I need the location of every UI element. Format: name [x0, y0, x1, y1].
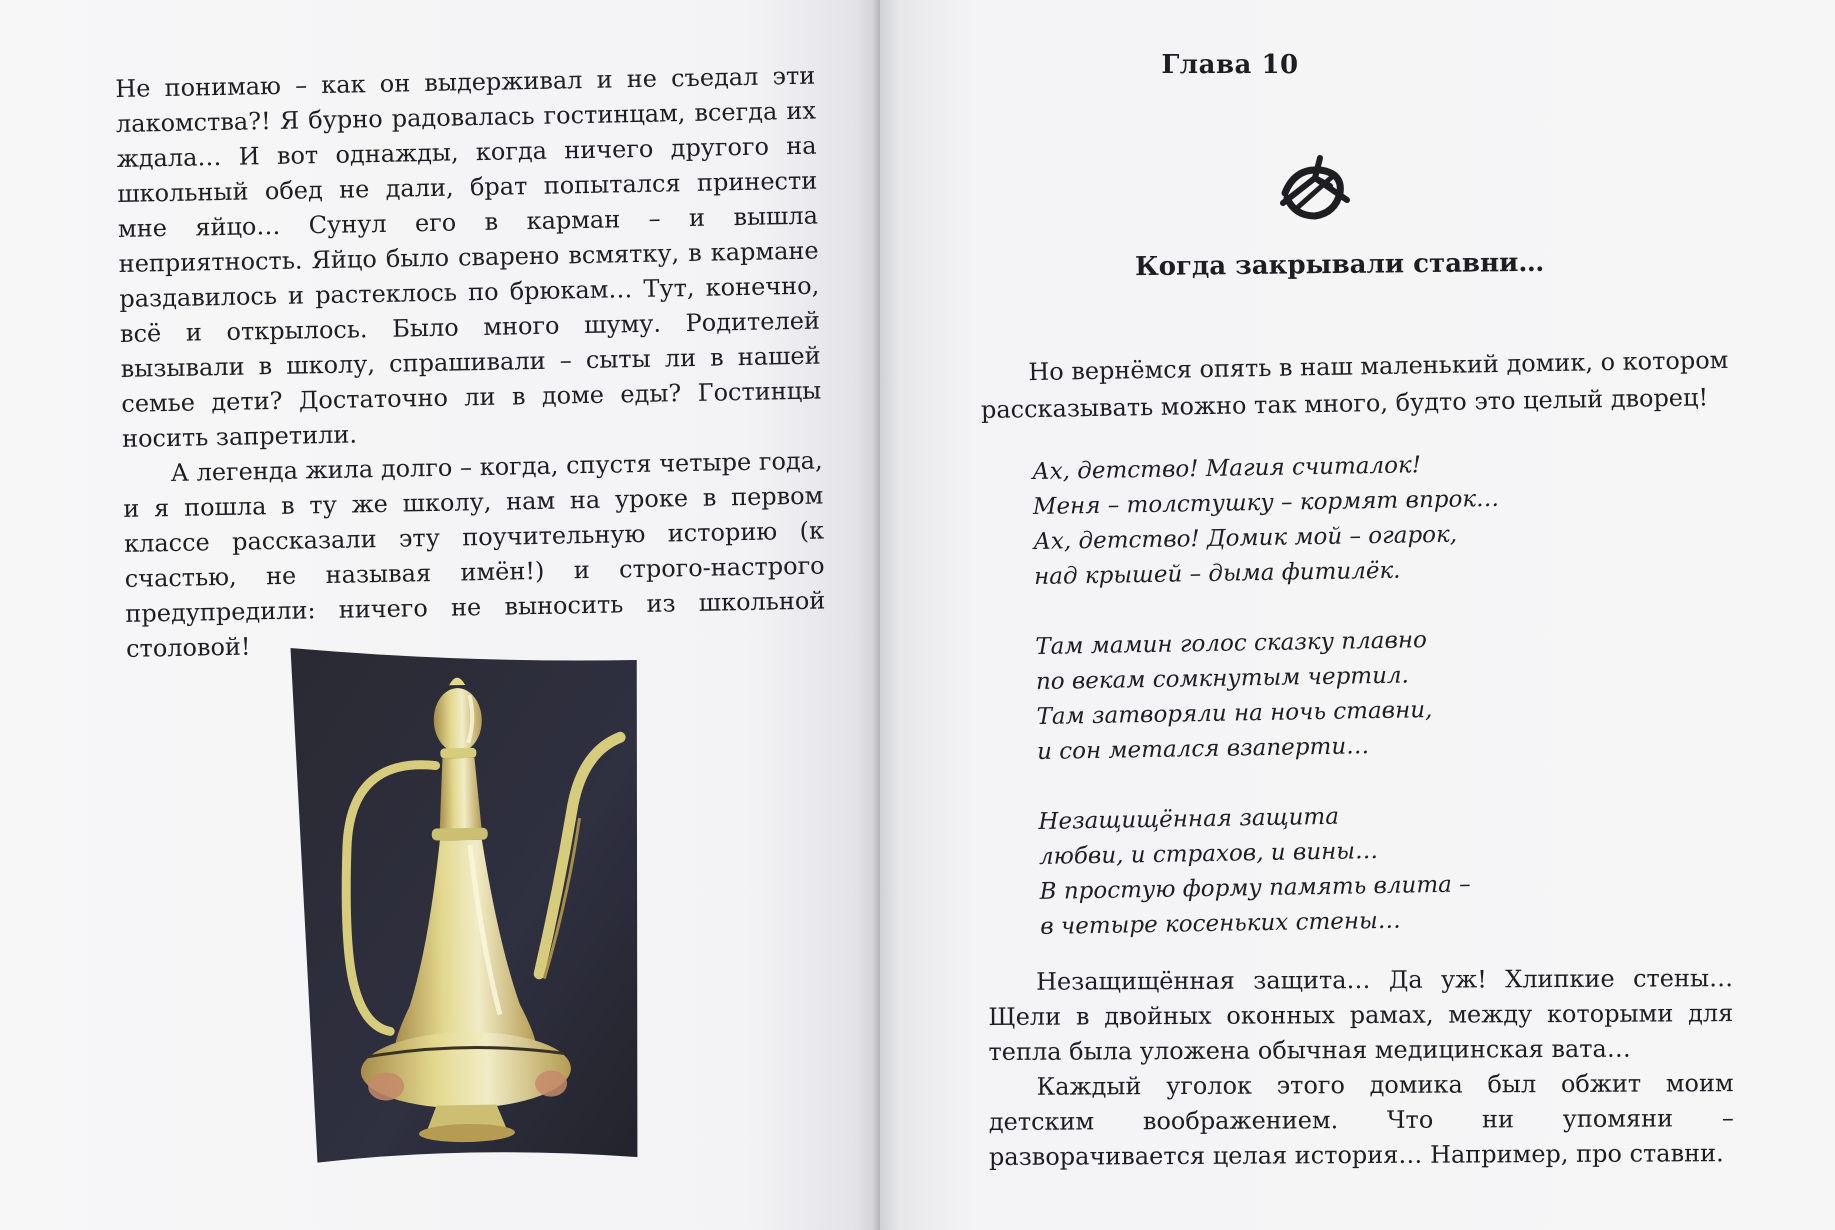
- poem-stanza-1: [1032, 446, 1554, 595]
- left-paragraph-1: Не понимаю – как он выдерживал и не съедал эти лакомства?! Я бурно радовалась гостинцам, всегда их ждала… И вот однажды, когда ничего другого на школьный обед не дали, брат попытался принести мне яйцо… Сунул его в карман – и вышла неприятность. Яйцо было сварено всмятку, в кармане раздавилось и растеклось по брюкам… Тут, конечно, всё и открылось. Было много шуму. Родителей вызывали в школу, спрашивали – сыты ли в нашей семье дети? Достаточно ли в доме еды? Гостинцы носить запретили.: [115, 61, 822, 453]
- poem-line: В простую форму память влита –: [1039, 871, 1471, 905]
- intro-line: Но вернёмся опять в наш маленький домик, о котором: [1028, 345, 1729, 387]
- chapter-title: Когда закрывали ставни…: [1134, 247, 1545, 283]
- poem-line: над крышей – дыма фитилёк.: [1033, 557, 1401, 590]
- chapter-label: Глава 10: [1161, 50, 1299, 80]
- closing-text: [988, 961, 1734, 1175]
- intro-line: рассказывать можно так много, будто это целый дворец!: [980, 383, 1709, 424]
- poem: [1032, 446, 1561, 980]
- poem-line: в четыре косеньких стены…: [1040, 907, 1401, 940]
- left-paragraph-2: А легенда жила долго – когда, спустя четыре года, и я пошла в ту же школу, нам на уроке в первом классе рассказали эту поучительную историю (к счастью, не называя имён!) и строго-настрого предупредили: ничего не выносить из школьной столовой!: [123, 446, 826, 663]
- closing-paragraph-2: Каждый уголок этого домика был обжит моим детским воображением. Что ни упомяни – разворачивается целая история… Например, про ставни.: [988, 1069, 1734, 1171]
- poem-line: Незащищённая защита: [1038, 803, 1340, 835]
- ornament-glyph-icon: [1275, 148, 1355, 228]
- poem-stanza-3: [1038, 796, 1560, 945]
- poem-line: по векам сомкнутым чертил.: [1035, 662, 1410, 695]
- poem-stanza-2: [1035, 621, 1557, 770]
- poem-line: любви, и страхов, и вины…: [1038, 838, 1379, 870]
- poem-line: Там мамин голос сказку плавно: [1035, 627, 1428, 660]
- closing-paragraph-1: Незащищённая защита… Да уж! Хлипкие стены… Щели в двойных оконных рамах, между которыми для тепла была уложена обычная медицинская вата…: [988, 964, 1734, 1066]
- poem-line: Ах, детство! Магия считалок!: [1032, 452, 1422, 485]
- ewer-painting-icon: [288, 642, 647, 1168]
- poem-line: Меня – толстушку – кормят впрок…: [1032, 485, 1500, 520]
- left-page-text: [115, 59, 826, 667]
- ewer-illustration: [288, 642, 647, 1168]
- poem-line: Ах, детство! Домик мой – огарок,: [1033, 521, 1458, 555]
- poem-line: и сон метался взаперти…: [1036, 733, 1370, 765]
- intro-paragraph: [980, 342, 1729, 429]
- poem-line: Там затворяли на ночь ставни,: [1036, 697, 1433, 730]
- left-page: [0, 0, 880, 1230]
